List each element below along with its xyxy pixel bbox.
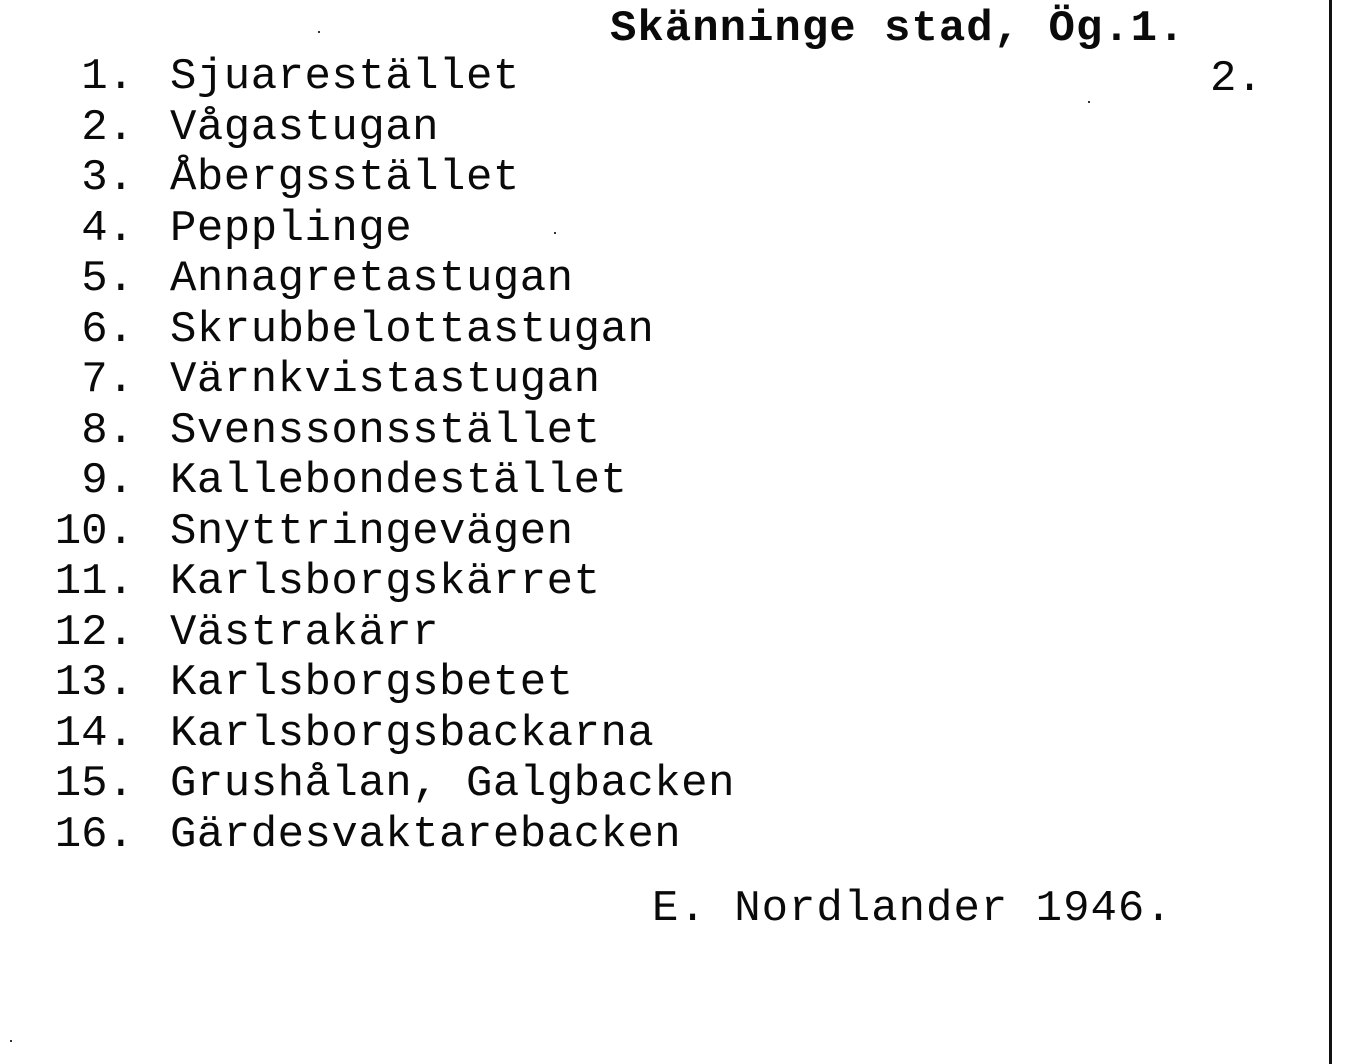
entry-name: Kallebondestället — [170, 456, 628, 506]
entry-number: 10. — [54, 506, 134, 557]
entry-number: 12. — [54, 607, 134, 658]
list-item — [40, 557, 735, 608]
entry-number: 6. — [81, 304, 134, 355]
list-item — [40, 810, 735, 861]
entry-number: 13. — [54, 658, 134, 708]
paper-speck — [554, 232, 556, 234]
list-item — [40, 406, 735, 457]
list-item — [40, 103, 735, 154]
entry-number: 4. — [81, 203, 134, 254]
paper-speck — [10, 1040, 12, 1042]
card-heading: Skänninge stad, Ög.1. — [610, 4, 1186, 54]
paper-speck — [318, 31, 320, 33]
entry-number: 14. — [54, 708, 134, 759]
place-name-list — [40, 52, 735, 860]
entry-number: 3. — [81, 153, 134, 203]
entry-number: 5. — [81, 254, 134, 304]
entry-name: Svenssonsstället — [170, 405, 601, 456]
list-item — [40, 355, 735, 406]
entry-number: 1. — [81, 52, 134, 102]
author-signature: E. Nordlander 1946. — [652, 884, 1173, 934]
entry-name: Gärdesvaktarebacken — [170, 809, 682, 860]
entry-number: 9. — [81, 456, 134, 506]
list-item — [40, 759, 735, 810]
list-item — [40, 456, 735, 507]
entry-number: 15. — [54, 759, 134, 809]
entry-name: Skrubbelottastugan — [170, 304, 655, 355]
entry-name: Annagretastugan — [170, 254, 574, 304]
list-item — [40, 254, 735, 305]
list-item — [40, 204, 735, 255]
entry-name: Vågastugan — [170, 102, 440, 153]
entry-name: Snyttringevägen — [170, 506, 574, 557]
entry-name: Värnkvistastugan — [170, 355, 601, 405]
entry-number: 11. — [54, 557, 134, 607]
list-item — [40, 507, 735, 558]
entry-number: 16. — [54, 809, 134, 860]
list-item — [40, 153, 735, 204]
list-item — [40, 709, 735, 760]
entry-name: Pepplinge — [170, 203, 413, 254]
entry-name: Sjuarestället — [170, 52, 520, 102]
entry-name: Karlsborgsbackarna — [170, 708, 655, 759]
entry-name: Karlsborgsbetet — [170, 658, 574, 708]
entry-name: Västrakärr — [170, 607, 440, 658]
entry-number: 7. — [81, 355, 134, 405]
list-item — [40, 658, 735, 709]
list-item — [40, 608, 735, 659]
entry-name: Grushålan, Galgbacken — [170, 759, 735, 809]
list-item — [40, 52, 735, 103]
page-number: 2. — [1210, 54, 1263, 104]
entry-name: Karlsborgskärret — [170, 557, 601, 607]
paper-speck — [1088, 101, 1090, 103]
entry-number: 8. — [81, 405, 134, 456]
card-edge-line — [1329, 0, 1332, 1064]
list-item — [40, 305, 735, 356]
entry-number: 2. — [81, 102, 134, 153]
entry-name: Åbergsstället — [170, 153, 520, 203]
